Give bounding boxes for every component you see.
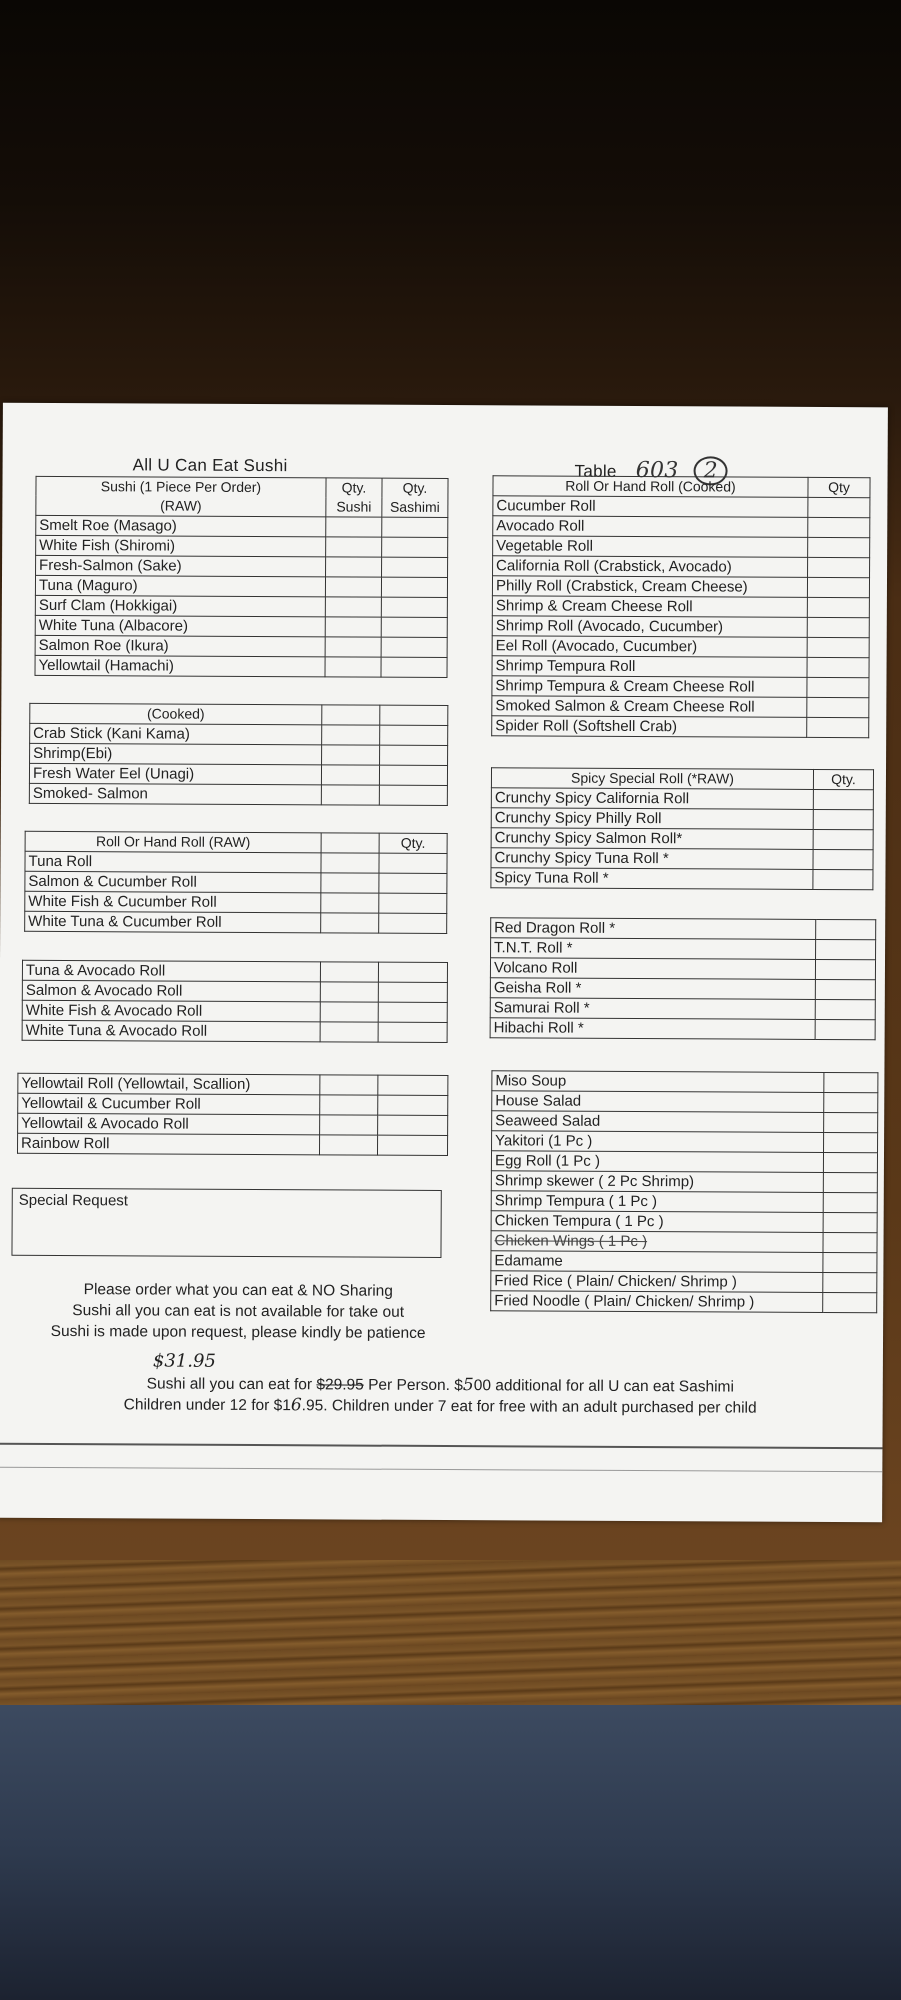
qty-cell (321, 833, 379, 853)
table-row (25, 911, 447, 933)
item-name: T.N.T. Roll * (491, 938, 816, 960)
item-name: Cucumber Roll (493, 496, 808, 518)
table-row (35, 615, 447, 637)
qty-cell[interactable] (321, 893, 379, 913)
item-name: Spicy Tuna Roll * (491, 868, 813, 890)
item-name: Yakitori (1 Pc ) (492, 1131, 824, 1153)
qty-cell[interactable] (807, 577, 869, 597)
qty-cell[interactable] (321, 913, 379, 933)
item-name: Samurai Roll * (490, 998, 815, 1020)
item-name: White Tuna & Cucumber Roll (25, 911, 321, 933)
cooked-rolls-header: Roll Or Hand Roll (Cooked) (493, 476, 808, 498)
item-name: Fresh-Salmon (Sake) (36, 555, 326, 577)
item-name: Surf Clam (Hokkigai) (35, 595, 325, 617)
old-price: $29.95 (316, 1376, 364, 1394)
item-name: Crunchy Spicy Tuna Roll * (491, 848, 813, 870)
raw-label: (RAW) (36, 496, 326, 517)
qty-cell[interactable] (378, 1115, 448, 1135)
qty-cell[interactable] (815, 979, 875, 999)
table-row (18, 1073, 448, 1095)
qty-cell[interactable] (381, 637, 447, 657)
qty-cell[interactable] (824, 1092, 878, 1112)
qty-cell[interactable] (823, 1192, 877, 1212)
table-row (18, 1113, 448, 1135)
table-row (22, 980, 447, 1002)
note-line: Sushi all you can eat is not available for take out (72, 1302, 405, 1321)
qty-cell[interactable] (823, 1212, 877, 1232)
item-name: Smelt Roe (Masago) (36, 515, 326, 537)
qty-cell[interactable] (320, 1095, 378, 1115)
item-name: Vegetable Roll (493, 536, 808, 558)
table-row (36, 515, 448, 537)
qty-cell[interactable] (823, 1252, 877, 1272)
qty-cell[interactable] (380, 725, 448, 745)
special-request-box[interactable] (11, 1188, 441, 1258)
qty-cell[interactable] (378, 982, 447, 1002)
table-row (18, 1093, 448, 1115)
item-name: Yellowtail & Cucumber Roll (18, 1093, 320, 1115)
qty-cell[interactable] (325, 577, 381, 597)
item-name: White Tuna & Avocado Roll (22, 1020, 320, 1042)
qty-cell[interactable] (381, 597, 447, 617)
table-row (492, 1131, 878, 1153)
table-row (490, 978, 875, 1000)
qty-cell[interactable] (813, 849, 873, 869)
table-row (492, 696, 869, 718)
qty-cell[interactable] (807, 717, 869, 737)
item-name: Shrimp Tempura Roll (492, 656, 807, 678)
item-name: Yellowtail Roll (Yellowtail, Scallion) (18, 1073, 320, 1095)
qty-cell[interactable] (381, 617, 447, 637)
qty-header: Qty. (326, 478, 382, 498)
price-line-children: Children under 12 for $16.95. Children under 7 eat for free with an adult purchased per child (123, 1395, 757, 1417)
item-name: Shrimp Roll (Avocado, Cucumber) (492, 616, 807, 638)
table-row (35, 575, 447, 597)
qty-cell[interactable] (815, 959, 875, 979)
qty-cell[interactable] (321, 765, 379, 785)
qty-cell[interactable] (379, 873, 447, 893)
specialty-rolls-table (490, 917, 877, 1040)
table-row (35, 635, 447, 657)
qty-cell[interactable] (813, 789, 873, 809)
item-name: Fried Noodle ( Plain/ Chicken/ Shrimp ) (491, 1291, 823, 1313)
table-row (491, 1191, 877, 1213)
item-name: White Fish & Avocado Roll (22, 1000, 320, 1022)
qty-cell[interactable] (320, 1002, 378, 1022)
qty-cell[interactable] (379, 765, 447, 785)
qty-cell[interactable] (813, 869, 873, 889)
table-wood-edge (0, 1560, 901, 1705)
qty-cell[interactable] (807, 597, 869, 617)
item-name: Volcano Roll (490, 958, 815, 980)
qty-cell[interactable] (381, 577, 447, 597)
table-row (36, 555, 448, 577)
table-row (493, 536, 870, 558)
table-row (491, 1271, 877, 1293)
cooked-sushi-table (29, 703, 449, 806)
item-name: Crunchy Spicy Philly Roll (491, 808, 813, 830)
qty-cell[interactable] (815, 999, 875, 1019)
qty-cell[interactable] (381, 657, 447, 677)
table-label: Table 603 2 (575, 458, 729, 484)
qty-cell[interactable] (813, 829, 873, 849)
table-row (22, 1020, 447, 1042)
qty-cell[interactable] (320, 1075, 378, 1095)
qty-cell[interactable] (823, 1292, 877, 1312)
left-title: All U Can Eat Sushi (132, 455, 288, 476)
table-row (491, 938, 876, 960)
table-row (491, 1171, 877, 1193)
note-line: Sushi is made upon request, please kindly be patience (50, 1322, 426, 1342)
item-name: Eel Roll (Avocado, Cucumber) (492, 636, 807, 658)
qty-cell[interactable] (322, 725, 380, 745)
qty-cell[interactable] (807, 697, 869, 717)
cooked-header: (Cooked) (30, 703, 322, 725)
item-name: Shrimp & Cream Cheese Roll (492, 596, 807, 618)
item-name: Salmon Roe (Ikura) (35, 635, 325, 657)
table-row (491, 828, 873, 850)
item-name: Yellowtail & Avocado Roll (18, 1113, 320, 1135)
qty-cell[interactable] (378, 1095, 448, 1115)
table-circle-handwritten: 2 (694, 456, 728, 485)
table-row (29, 783, 447, 805)
qty-header: Qty (808, 477, 870, 497)
qty-cell[interactable] (807, 677, 869, 697)
qty-cell[interactable] (379, 853, 447, 873)
qty-cell[interactable] (322, 705, 380, 725)
qty-cell[interactable] (322, 745, 380, 765)
item-name: California Roll (Crabstick, Avocado) (493, 556, 808, 578)
qty-cell[interactable] (320, 1115, 378, 1135)
table-row (492, 636, 869, 658)
qty-cell[interactable] (326, 517, 382, 537)
table-row (492, 656, 869, 678)
table-row (490, 1018, 875, 1040)
qty-cell[interactable] (816, 939, 876, 959)
item-name: Seaweed Salad (492, 1111, 824, 1133)
table-row (490, 998, 875, 1020)
qty-cell[interactable] (380, 745, 448, 765)
qty-cell[interactable] (807, 617, 869, 637)
qty-cell[interactable] (823, 1272, 877, 1292)
table-row (17, 1133, 447, 1155)
special-request-label: Special Request (18, 1191, 129, 1210)
table-row (25, 871, 447, 893)
lap-background (0, 1705, 901, 2000)
qty-cell[interactable] (321, 873, 379, 893)
item-name: White Tuna (Albacore) (35, 615, 325, 637)
qty-cell[interactable] (320, 962, 378, 982)
table-row (490, 958, 875, 980)
qty-cell[interactable] (379, 785, 447, 805)
sashimi-col-label: Sashimi (382, 498, 448, 518)
qty-cell[interactable] (321, 785, 379, 805)
sushi-order-sheet (0, 403, 888, 1523)
item-name: Shrimp Tempura ( 1 Pc ) (491, 1191, 823, 1213)
table-row (493, 556, 870, 578)
qty-cell[interactable] (378, 1075, 448, 1095)
qty-cell[interactable] (325, 617, 381, 637)
qty-cell[interactable] (321, 853, 379, 873)
item-name: Hibachi Roll * (490, 1018, 815, 1040)
table-row (492, 676, 869, 698)
qty-cell[interactable] (808, 517, 870, 537)
item-name: Philly Roll (Crabstick, Cream Cheese) (492, 576, 807, 598)
raw-rolls-header: Roll Or Hand Roll (RAW) (25, 831, 321, 853)
divider (0, 1467, 882, 1473)
item-name: House Salad (492, 1091, 824, 1113)
item-name: Shrimp(Ebi) (30, 743, 322, 765)
qty-cell[interactable] (379, 913, 447, 933)
qty-header: Qty. (813, 769, 873, 789)
item-name: White Fish & Cucumber Roll (25, 891, 321, 913)
table-row (491, 848, 873, 870)
qty-cell[interactable] (808, 557, 870, 577)
qty-cell[interactable] (378, 962, 447, 982)
table-row (35, 655, 447, 677)
table-row (492, 616, 869, 638)
pricing-text (0, 1373, 883, 1420)
item-name: Smoked- Salmon (29, 783, 321, 805)
table-row (491, 788, 873, 810)
qty-cell[interactable] (823, 1172, 877, 1192)
yellowtail-rolls-table (17, 1073, 448, 1156)
qty-cell[interactable] (816, 919, 876, 939)
table-row (491, 918, 876, 940)
table-row (493, 496, 870, 518)
item-name: Spider Roll (Softshell Crab) (492, 716, 807, 738)
qty-cell[interactable] (807, 637, 869, 657)
table-row (491, 1291, 877, 1313)
item-name: White Fish (Shiromi) (36, 535, 326, 557)
table-row (491, 1251, 877, 1273)
item-name: Fried Rice ( Plain/ Chicken/ Shrimp ) (491, 1271, 823, 1293)
table-row (30, 743, 448, 765)
item-name: Red Dragon Roll * (491, 918, 816, 940)
qty-cell[interactable] (382, 557, 448, 577)
qty-cell[interactable] (824, 1112, 878, 1132)
item-name: Shrimp Tempura & Cream Cheese Roll (492, 676, 807, 698)
table-row (22, 1000, 447, 1022)
spicy-rolls-header: Spicy Special Roll (*RAW) (491, 768, 813, 790)
qty-cell[interactable] (326, 557, 382, 577)
table-row (35, 595, 447, 617)
table-row (492, 576, 869, 598)
table-row (492, 716, 869, 738)
table-row (25, 891, 447, 913)
qty-cell[interactable] (824, 1072, 878, 1092)
price-line-adult: Sushi all you can eat for $29.95 Per Person. $500 additional for all U can eat Sashimi (146, 1375, 734, 1396)
cooked-rolls-table (491, 475, 870, 738)
avocado-rolls-table (22, 960, 448, 1043)
table-row (36, 535, 448, 557)
qty-cell[interactable] (320, 982, 378, 1002)
note-line: Please order what you can eat & NO Sharing (83, 1281, 393, 1300)
table-row (491, 1231, 877, 1253)
item-name: Edamame (491, 1251, 823, 1273)
qty-cell[interactable] (823, 1152, 877, 1172)
table-row (491, 1211, 877, 1233)
item-name: Crab Stick (Kani Kama) (30, 723, 322, 745)
qty-header: Qty. (379, 833, 447, 853)
table-row (492, 1071, 878, 1093)
table-row (491, 868, 873, 890)
table-row (491, 1151, 877, 1173)
qty-cell[interactable] (377, 1135, 447, 1155)
qty-cell[interactable] (325, 657, 381, 677)
item-name: Tuna Roll (25, 851, 321, 873)
qty-cell[interactable] (380, 705, 448, 725)
qty-cell[interactable] (807, 657, 869, 677)
item-name: Crunchy Spicy California Roll (491, 788, 813, 810)
table-row (29, 763, 447, 785)
table-number-handwritten: 603 (635, 458, 679, 484)
ordering-notes (0, 1279, 478, 1345)
item-name: Miso Soup (492, 1071, 824, 1093)
sushi-col-label: Sushi (326, 497, 382, 517)
item-name: Rainbow Roll (17, 1133, 319, 1155)
table-row (492, 596, 869, 618)
item-name: Salmon & Cucumber Roll (25, 871, 321, 893)
item-name: Chicken Tempura ( 1 Pc ) (491, 1211, 823, 1233)
qty-cell[interactable] (325, 597, 381, 617)
qty-cell[interactable] (378, 1022, 447, 1042)
qty-cell[interactable] (326, 537, 382, 557)
divider (0, 1443, 882, 1450)
item-name: Egg Roll (1 Pc ) (491, 1151, 823, 1173)
qty-cell[interactable] (382, 537, 448, 557)
raw-sushi-header: Sushi (1 Piece Per Order) (36, 476, 326, 497)
item-name: Shrimp skewer ( 2 Pc Shrimp) (491, 1171, 823, 1193)
qty-cell[interactable] (325, 637, 381, 657)
qty-cell[interactable] (382, 517, 448, 537)
item-name: Yellowtail (Hamachi) (35, 655, 325, 677)
table-row (22, 960, 447, 982)
qty-cell[interactable] (808, 537, 870, 557)
table-row (30, 723, 448, 745)
appetizers-table (490, 1070, 878, 1313)
table-row (25, 851, 447, 873)
qty-cell[interactable] (808, 497, 870, 517)
table-row (493, 516, 870, 538)
item-name: Geisha Roll * (490, 978, 815, 1000)
qty-cell[interactable] (319, 1135, 377, 1155)
handwritten-price: $31.95 (152, 1350, 216, 1372)
item-name: Tuna & Avocado Roll (22, 960, 320, 982)
table-row (491, 808, 873, 830)
qty-cell[interactable] (378, 1002, 447, 1022)
item-name: Crunchy Spicy Salmon Roll* (491, 828, 813, 850)
item-name-scratched: Chicken Wings ( 1 Pc ) (491, 1231, 823, 1253)
qty-cell[interactable] (815, 1019, 875, 1039)
qty-cell[interactable] (824, 1132, 878, 1152)
item-name: Tuna (Maguro) (35, 575, 325, 597)
item-name: Salmon & Avocado Roll (22, 980, 320, 1002)
table-row (492, 1111, 878, 1133)
item-name: Fresh Water Eel (Unagi) (29, 763, 321, 785)
qty-header: Qty. (382, 478, 448, 498)
qty-cell[interactable] (320, 1022, 378, 1042)
item-name: Smoked Salmon & Cream Cheese Roll (492, 696, 807, 718)
qty-cell[interactable] (823, 1232, 877, 1252)
qty-cell[interactable] (813, 809, 873, 829)
raw-sushi-table (34, 476, 448, 678)
spicy-rolls-table (490, 767, 874, 890)
qty-cell[interactable] (379, 893, 447, 913)
item-name: Avocado Roll (493, 516, 808, 538)
table-row (492, 1091, 878, 1113)
raw-rolls-table (24, 831, 448, 934)
